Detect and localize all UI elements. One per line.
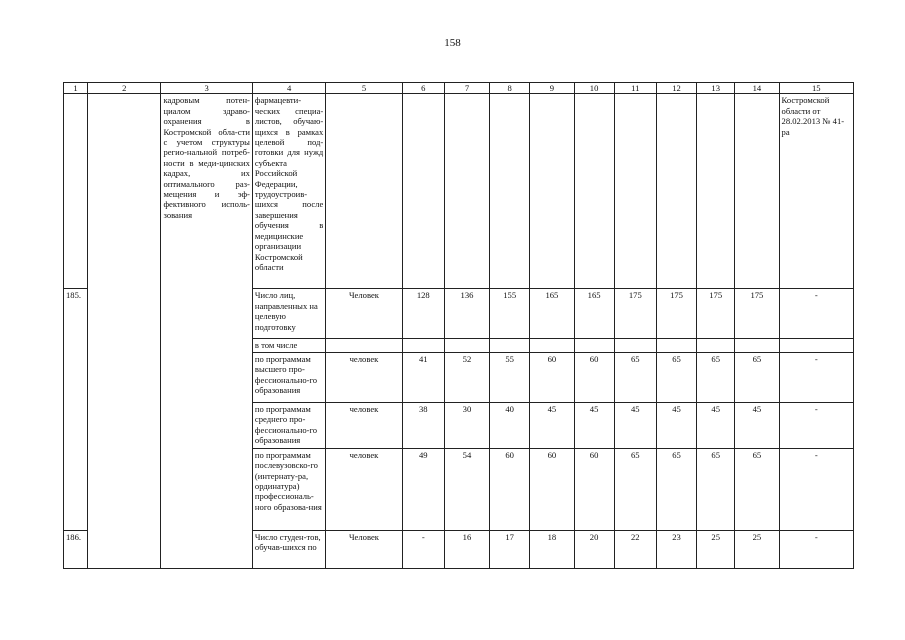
value-cell: 54 — [444, 448, 489, 530]
col-header: 14 — [735, 83, 779, 94]
note-cell: - — [779, 448, 853, 530]
row-number: 186. — [64, 530, 88, 568]
value-cell: 40 — [490, 402, 530, 448]
value-cell: 16 — [444, 530, 489, 568]
unit: Человек — [326, 289, 402, 339]
value-cell: - — [402, 530, 444, 568]
col-header: 11 — [614, 83, 656, 94]
indicator-name: Число студен-тов, обучав-шихся по — [252, 530, 325, 568]
value-cell: 65 — [735, 448, 779, 530]
indicator-name: в том числе — [252, 339, 325, 352]
value-cell: 60 — [530, 448, 574, 530]
value-cell: 155 — [490, 289, 530, 339]
value-cell: 17 — [490, 530, 530, 568]
indicators-table — [63, 82, 854, 569]
value-cell: 45 — [530, 402, 574, 448]
col-header: 6 — [402, 83, 444, 94]
value-cell: 38 — [402, 402, 444, 448]
table-row — [64, 94, 854, 289]
value-cell: 65 — [614, 352, 656, 402]
value-cell: 65 — [614, 448, 656, 530]
indicator-name: Число лиц, направленных на целевую подготовку — [252, 289, 325, 339]
value-cell: 20 — [574, 530, 614, 568]
unit: Человек — [326, 530, 402, 568]
value-cell: 65 — [697, 448, 735, 530]
value-cell: 45 — [656, 402, 696, 448]
value-cell: 45 — [614, 402, 656, 448]
unit: человек — [326, 352, 402, 402]
note-cell: - — [779, 530, 853, 568]
col-header: 10 — [574, 83, 614, 94]
unit: человек — [326, 402, 402, 448]
page-number: 158 — [444, 37, 461, 49]
col-header: 4 — [252, 83, 325, 94]
unit: человек — [326, 448, 402, 530]
value-cell: 49 — [402, 448, 444, 530]
note-cell: - — [779, 289, 853, 339]
col-header: 3 — [161, 83, 252, 94]
value-cell: 175 — [735, 289, 779, 339]
col-header: 13 — [697, 83, 735, 94]
value-cell: 165 — [574, 289, 614, 339]
note-cell: - — [779, 352, 853, 402]
value-cell: 25 — [735, 530, 779, 568]
value-cell: 65 — [735, 352, 779, 402]
col-header: 12 — [656, 83, 696, 94]
value-cell: 25 — [697, 530, 735, 568]
value-cell: 165 — [530, 289, 574, 339]
value-cell: 175 — [697, 289, 735, 339]
col-header: 7 — [444, 83, 489, 94]
col-header: 9 — [530, 83, 574, 94]
value-cell: 60 — [574, 352, 614, 402]
value-cell: 55 — [490, 352, 530, 402]
value-cell: 45 — [574, 402, 614, 448]
col-header: 5 — [326, 83, 402, 94]
value-cell: 175 — [614, 289, 656, 339]
task-description: кадровым потен-циалом здраво-охранения в Костромской обла-сти с учетом структуры регио-нальной потреб-ности в меди-цинских кадрах, их оптимального раз-мещения и эф-фективного исполь-зования — [161, 94, 252, 568]
row-number: 185. — [64, 289, 88, 530]
value-cell: 60 — [490, 448, 530, 530]
header-row — [64, 83, 854, 94]
value-cell: 22 — [614, 530, 656, 568]
value-cell: 175 — [656, 289, 696, 339]
col-header: 8 — [490, 83, 530, 94]
value-cell: 18 — [530, 530, 574, 568]
value-cell: 30 — [444, 402, 489, 448]
col-header: 2 — [88, 83, 161, 94]
value-cell: 45 — [697, 402, 735, 448]
note-cell: - — [779, 402, 853, 448]
value-cell: 60 — [574, 448, 614, 530]
indicator-name: по программам высшего про-фессионально-го образования — [252, 352, 325, 402]
indicator-name: по программам послевузовско-го (интернату-ра, ординатура) профессиональ-ного образова-ния — [252, 448, 325, 530]
legal-basis: Костромской области от 28.02.2013 № 41-ра — [779, 94, 853, 289]
value-cell: 136 — [444, 289, 489, 339]
indicator-name: по программам среднего про-фессионально-го образования — [252, 402, 325, 448]
value-cell: 65 — [697, 352, 735, 402]
value-cell: 23 — [656, 530, 696, 568]
value-cell: 52 — [444, 352, 489, 402]
value-cell: 65 — [656, 352, 696, 402]
value-cell: 45 — [735, 402, 779, 448]
col-header: 15 — [779, 83, 853, 94]
value-cell: 60 — [530, 352, 574, 402]
value-cell: 65 — [656, 448, 696, 530]
value-cell: 41 — [402, 352, 444, 402]
indicator-description: фармацевти-ческих специа-листов, обучаю-щихся в рамках целевой под-готовки для нужд субъекта Российской Федерации, трудоустроив-шихся после завершения обучения в медицинские организации Костромской области — [252, 94, 325, 289]
col-header: 1 — [64, 83, 88, 94]
value-cell: 128 — [402, 289, 444, 339]
